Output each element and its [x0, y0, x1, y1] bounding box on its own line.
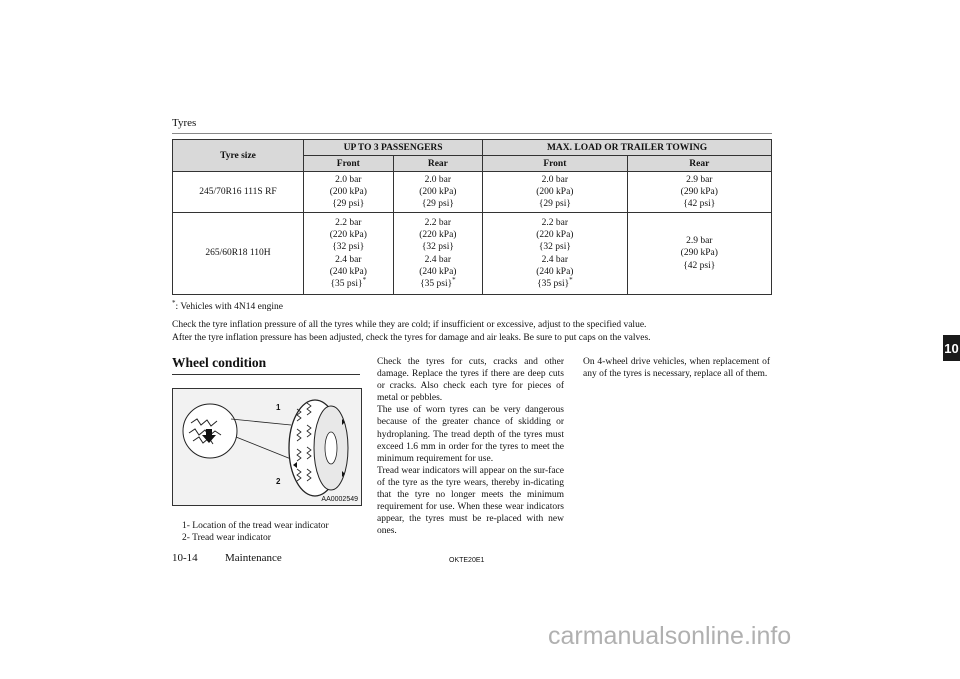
value-kpa: (200 kPa) — [329, 186, 367, 197]
value-kpa: (200 kPa) — [536, 186, 574, 197]
value-kpa: (200 kPa) — [419, 186, 457, 197]
section-heading-wheel-condition — [172, 354, 360, 375]
table-cell — [393, 172, 483, 213]
value-psi: {32 psi} — [538, 242, 571, 253]
value-psi: {42 psi} — [683, 199, 716, 210]
table-cell — [483, 172, 627, 213]
figure-code: AA0002549 — [321, 496, 358, 503]
paragraph-4wd-replacement: On 4-wheel drive vehicles, when replacement of any of the tyres is necessary, replace all of them. — [583, 357, 770, 380]
value-bar: 2.4 bar — [335, 254, 362, 265]
paragraph-worn-tyres: The use of worn tyres can be very dangerous because of the greater chance of skidding or hydroplaning. The tread depth of the tyres must exceed 1.6 mm in order for the tyres to meet the minimum requirement for use. — [377, 405, 564, 464]
value-kpa: (220 kPa) — [536, 230, 574, 241]
value-kpa: (220 kPa) — [329, 230, 367, 241]
table-cell — [304, 172, 394, 213]
wheel-condition-text — [377, 356, 564, 537]
callout-1: 1 — [276, 403, 281, 412]
value-kpa: (290 kPa) — [680, 248, 718, 259]
tyre-wear-figure — [172, 388, 362, 506]
table-cell-tyre-size: 245/70R16 111S RF — [173, 172, 304, 213]
value-psi: {29 psi} — [421, 199, 454, 210]
value-psi: {32 psi} — [421, 242, 454, 253]
document-code: OKTE20E1 — [449, 557, 485, 564]
value-kpa: (240 kPa) — [329, 266, 367, 277]
page-number: 10-14 — [172, 552, 198, 564]
footnote-marker: * — [569, 275, 573, 284]
value-bar: 2.9 bar — [686, 236, 713, 247]
value-psi: {35 psi} — [330, 278, 363, 289]
footnote-marker: * — [362, 275, 367, 284]
table-subheader-rear: Rear — [627, 156, 771, 172]
watermark-text: carmanualsonline.info — [548, 622, 792, 650]
legend-item-2: 2- Tread wear indicator — [182, 533, 271, 543]
value-kpa: (240 kPa) — [419, 266, 457, 277]
table-cell — [393, 213, 483, 295]
table-footnote — [172, 299, 283, 312]
paragraph-check-pressure: Check the tyre inflation pressure of all the tyres while they are cold; if insufficient or excessive, adjust to the specified value. — [172, 320, 647, 330]
value-bar: 2.2 bar — [541, 217, 569, 228]
value-bar: 2.0 bar — [541, 174, 569, 185]
header-rule — [172, 133, 772, 134]
table-cell-tyre-size: 265/60R18 110H — [173, 213, 304, 295]
value-bar: 2.9 bar — [686, 174, 713, 185]
value-psi: {42 psi} — [683, 260, 716, 271]
value-bar: 2.0 bar — [335, 174, 362, 185]
value-bar: 2.0 bar — [424, 174, 452, 185]
value-bar: 2.2 bar — [424, 217, 452, 228]
table-header-group-passengers: UP TO 3 PASSENGERS — [304, 140, 483, 156]
footnote-marker: * — [452, 275, 456, 284]
paragraph-after-adjust: After the tyre inflation pressure has been adjusted, check the tyres for damage and air leaks. Be sure to put caps on the valves. — [172, 333, 651, 343]
table-cell — [304, 213, 394, 295]
table-cell — [627, 213, 771, 295]
table-subheader-front: Front — [483, 156, 627, 172]
footnote-mark: * — [172, 299, 176, 307]
table-cell — [627, 172, 771, 213]
value-bar: 2.4 bar — [541, 254, 569, 265]
tyre-pressure-table — [172, 139, 772, 295]
table-header-group-towing: MAX. LOAD OR TRAILER TOWING — [483, 140, 772, 156]
value-kpa: (290 kPa) — [680, 186, 718, 197]
table-header-tyre-size: Tyre size — [173, 140, 304, 172]
paragraph-check-damage: Check the tyres for cuts, cracks and other damage. Replace the tyres if there are deep cuts or cracks. Also check each tyre for pieces of metal or pebbles. — [377, 357, 564, 404]
value-bar: 2.2 bar — [335, 217, 362, 228]
footnote-text: : Vehicles with 4N14 engine — [175, 302, 283, 313]
value-psi: {35 psi} — [537, 278, 570, 289]
value-psi: {35 psi} — [420, 278, 453, 289]
value-psi: {29 psi} — [538, 199, 571, 210]
paragraph-wear-indicators: Tread wear indicators will appear on the sur-face of the tyre as the tyre wears, thereby in-dicating that the tyre no longer meets the minimum requirement for use. When these wear indicators appear, the tyres must be re-placed with new ones. — [377, 465, 564, 537]
chapter-tab[interactable]: 10 — [943, 335, 960, 361]
value-bar: 2.4 bar — [424, 254, 452, 265]
section-header: Tyres — [172, 117, 197, 129]
legend-item-1: 1- Location of the tread wear indicator — [182, 521, 329, 531]
value-psi: {32 psi} — [332, 242, 365, 253]
callout-2: 2 — [276, 477, 281, 486]
tyre-illustration — [173, 389, 361, 505]
table-cell — [483, 213, 627, 295]
value-kpa: (240 kPa) — [536, 266, 574, 277]
table-row — [173, 213, 772, 295]
value-kpa: (220 kPa) — [419, 230, 457, 241]
table-subheader-rear: Rear — [393, 156, 483, 172]
value-psi: {29 psi} — [332, 199, 365, 210]
heading-text: Wheel condition — [172, 355, 267, 370]
footer-title: Maintenance — [225, 552, 282, 564]
table-subheader-front: Front — [304, 156, 394, 172]
table-row — [173, 172, 772, 213]
